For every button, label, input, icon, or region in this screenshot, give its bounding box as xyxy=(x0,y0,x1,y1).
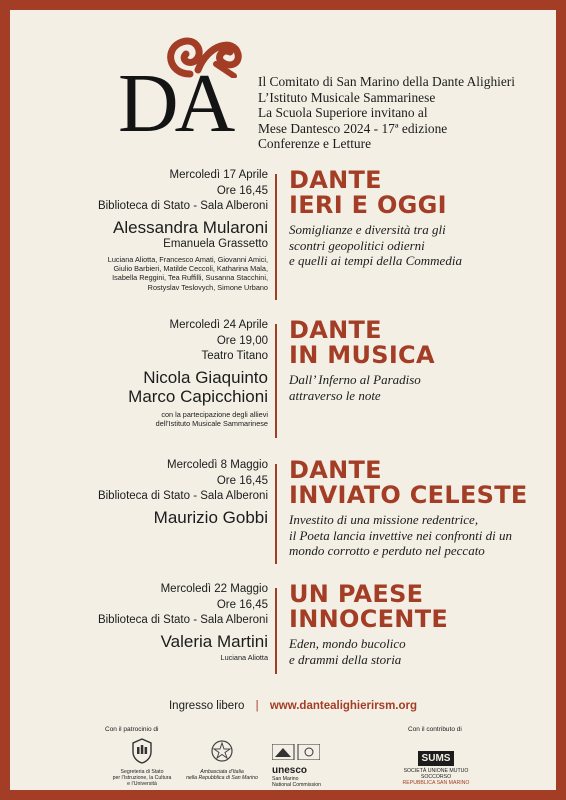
footer-line xyxy=(10,700,566,712)
event-title-line: IN MUSICA xyxy=(289,341,435,369)
event-speaker: Maurizio Gobbi xyxy=(153,507,268,527)
logo-letters: DA xyxy=(118,57,232,150)
event-2 xyxy=(30,318,550,438)
intro-line: Conferenze e Letture xyxy=(258,136,372,152)
event-3 xyxy=(30,458,550,568)
event-description xyxy=(289,636,559,667)
event-divider xyxy=(275,464,277,564)
description-line: Dall’ Inferno al Paradiso xyxy=(289,372,421,387)
sponsor-line: Segreteria di Stato xyxy=(120,769,164,775)
sponsor-segreteria xyxy=(102,738,182,787)
description-line: Somiglianze e diversità tra gli xyxy=(289,222,446,237)
description-line: Investito di una missione redentrice, xyxy=(289,512,479,527)
event-speaker-2: Marco Capicchioni xyxy=(128,386,268,406)
sponsor-line: Ambasciata d’Italia xyxy=(200,769,244,775)
event-time: Ore 16,45 xyxy=(216,474,268,487)
event-venue: Biblioteca di Stato - Sala Alberoni xyxy=(97,200,268,212)
sponsor-line: REPUBBLICA SAN MARINO xyxy=(402,780,470,786)
event-time: Ore 16,45 xyxy=(216,184,268,197)
description-line: mondo corrotto e perduto nel peccato xyxy=(289,543,485,558)
intro-line: La Scuola Superiore invitano al xyxy=(258,105,428,121)
description-line: scontri geopolitici odierni xyxy=(289,237,425,253)
participants-line: dell’Istituto Musicale Sammarinese xyxy=(155,418,268,428)
event-time: Ore 19,00 xyxy=(216,334,268,347)
event-description xyxy=(289,372,559,403)
italian-emblem-icon xyxy=(209,738,235,764)
event-participants xyxy=(28,653,268,662)
participants-line: Luciana Aliotta, Francesco Amati, Giovanni Amici, xyxy=(107,254,268,264)
participants-line: Rostyslav Teslovych, Simone Urbano xyxy=(147,282,268,292)
event-title-line: INVIATO CELESTE xyxy=(289,481,528,509)
event-divider xyxy=(275,588,277,674)
event-speaker: Valeria Martini xyxy=(160,631,268,651)
sums-logo: SUMS xyxy=(418,751,455,766)
event-venue: Biblioteca di Stato - Sala Alberoni xyxy=(97,490,268,502)
sponsor-line: National Commission xyxy=(272,782,322,788)
participants-line: Giulio Barbieri, Matilde Ceccoli, Katharina Mala, xyxy=(113,263,268,273)
event-info xyxy=(28,458,268,527)
event-date: Mercoledì 22 Maggio xyxy=(160,583,268,595)
event-date: Mercoledì 17 Aprile xyxy=(169,169,268,181)
event-topic xyxy=(289,458,559,559)
event-info xyxy=(28,318,268,428)
intro-text xyxy=(258,74,558,152)
sponsor-line: per l’Istruzione, la Cultura xyxy=(112,775,172,781)
event-topic xyxy=(289,582,559,667)
event-title-line: UN PAESE xyxy=(289,580,424,608)
event-title-line: DANTE xyxy=(289,166,382,194)
description-line: il Poeta lancia invettive nei confronti di un xyxy=(289,527,512,543)
contribution-label: Con il contributo di xyxy=(408,726,462,733)
website-link[interactable]: www.dantealighierirsm.org xyxy=(269,700,418,712)
event-1 xyxy=(30,168,550,308)
sponsor-line: SOCIETÀ UNIONE MUTUO SOCCORSO xyxy=(403,768,469,780)
description-line: Eden, mondo bucolico xyxy=(289,636,406,651)
event-time: Ore 16,45 xyxy=(216,598,268,611)
unesco-logo-icon xyxy=(272,744,320,760)
dante-alighieri-logo xyxy=(118,32,248,150)
event-venue: Teatro Titano xyxy=(201,350,268,362)
entry-text: Ingresso libero xyxy=(168,700,245,712)
sponsor-line: nella Repubblica di San Marino xyxy=(186,775,258,781)
event-description xyxy=(289,512,566,559)
participants-line: con la partecipazione degli allievi xyxy=(161,409,268,419)
event-title-line: IERI E OGGI xyxy=(289,191,447,219)
sponsor-sums xyxy=(396,748,476,786)
event-date: Mercoledì 8 Maggio xyxy=(167,459,268,471)
event-topic xyxy=(289,318,559,403)
footer-separator: | xyxy=(255,700,259,712)
description-line: e quelli ai tempi della Commedia xyxy=(289,253,462,268)
event-info xyxy=(28,582,268,662)
event-title-line: DANTE xyxy=(289,316,382,344)
event-speaker: Nicola Giaquinto xyxy=(143,367,268,387)
header xyxy=(118,32,558,150)
patronage-label: Con il patrocinio di xyxy=(105,726,159,733)
intro-line: L’Istituto Musicale Sammarinese xyxy=(258,89,436,105)
event-divider xyxy=(275,324,277,438)
event-date: Mercoledì 24 Aprile xyxy=(169,319,268,331)
san-marino-crest-icon xyxy=(131,738,153,764)
event-title-line: DANTE xyxy=(289,456,382,484)
participants-line: Luciana Aliotta xyxy=(220,652,268,662)
event-title-line: INNOCENTE xyxy=(289,605,449,633)
event-co-speaker: Emanuela Grassetto xyxy=(163,237,268,250)
event-participants xyxy=(28,255,268,293)
sponsor-line: unesco xyxy=(272,765,308,776)
description-line: e drammi della storia xyxy=(289,651,402,667)
sponsor-line: San Marino xyxy=(272,776,299,782)
sponsor-ambasciata xyxy=(182,738,262,781)
participants-line: Isabella Reggini, Tea Ruffilli, Susanna Stacchini, xyxy=(112,273,268,283)
event-venue: Biblioteca di Stato - Sala Alberoni xyxy=(97,614,268,626)
sponsor-unesco xyxy=(272,744,332,788)
description-line: attraverso le note xyxy=(289,387,381,403)
event-speaker: Alessandra Mularoni xyxy=(113,217,268,237)
event-description xyxy=(289,222,559,269)
event-info xyxy=(28,168,268,292)
event-topic xyxy=(289,168,559,269)
intro-line: Mese Dantesco 2024 - 17ª edizione xyxy=(258,120,448,136)
event-participants xyxy=(28,410,268,429)
intro-line: Il Comitato di San Marino della Dante Alighieri xyxy=(258,74,515,89)
event-4 xyxy=(30,582,550,682)
event-divider xyxy=(275,174,277,300)
sponsor-line: e l’Università xyxy=(127,781,157,787)
